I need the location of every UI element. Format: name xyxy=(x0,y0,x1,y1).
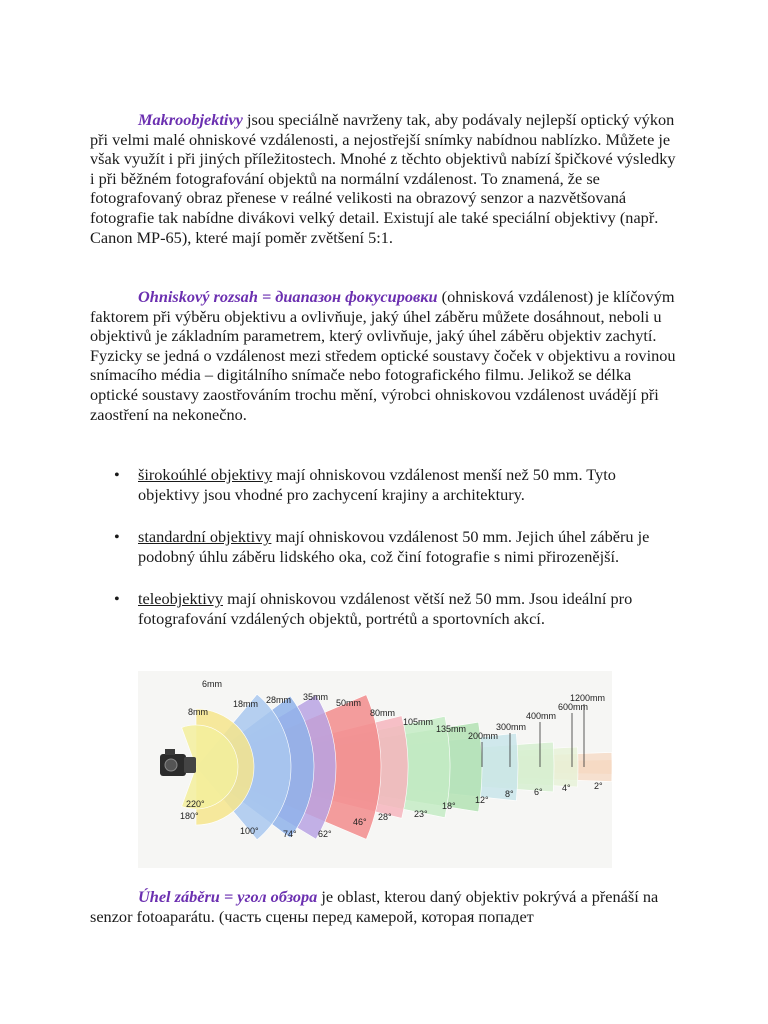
focal-length-label: 400mm xyxy=(526,711,557,721)
angle-of-view-label: 28° xyxy=(378,812,392,822)
angle-of-view-label: 74° xyxy=(283,829,297,839)
angle-of-view-label: 46° xyxy=(353,817,367,827)
focal-length-fan-chart xyxy=(138,671,612,868)
list-text: mají ohniskovou vzdálenost menší než 50 mm. Tyto objektivy jsou vhodné pro zachycení krajiny a architektury. xyxy=(138,465,616,504)
focal-length-label: 6mm xyxy=(202,679,222,689)
paragraph-text: (ohnisková vzdálenost) je klíčovým faktorem při výběru objektivu a ovlivňuje, jaký úhel záběru můžete dosáhnout, neboli u objektivů je základním parametrem, který ovlivňuje, jaký úhel záběru objektiv zachytí. Fyzicky se jedná o vzdálenost mezi středem optické soustavy čoček v objektivu a rovinou snímacího média – digitálního snímače nebo fotografického filmu. Jelikož se délka optické soustavy zaostřováním trochu mění, výrobci ohniskovou vzdálenost uvádějí při zaostření na nekonečno. xyxy=(90,287,676,424)
focal-length-label: 8mm xyxy=(188,707,208,717)
angle-of-view-label: 62° xyxy=(318,829,332,839)
angle-of-view-label: 18° xyxy=(442,801,456,811)
focal-length-label: 600mm xyxy=(558,702,589,712)
list-text: mají ohniskovou vzdálenost 50 mm. Jejich úhel záběru je podobný úhlu záběru lidského oka, což činí fotografie s nimi přirozenější. xyxy=(138,527,650,566)
lens-type-list xyxy=(90,465,650,652)
list-item-telephoto xyxy=(90,589,650,628)
list-text: mají ohniskovou vzdálenost větší než 50 mm. Jsou ideální pro fotografování vzdálených objektů, portrétů a sportovních akcí. xyxy=(138,589,633,628)
focal-length-label: 80mm xyxy=(370,708,396,718)
list-item-standard xyxy=(90,527,650,566)
camera-icon xyxy=(160,749,196,776)
list-term: teleobjektivy xyxy=(138,589,223,609)
term-macro-lenses: Makroobjektivy xyxy=(138,110,243,129)
list-term: standardní objektivy xyxy=(138,527,272,547)
focal-length-label: 200mm xyxy=(468,731,499,741)
angle-of-view-label: 12° xyxy=(475,795,489,805)
paragraph-focal-range xyxy=(90,287,680,424)
focal-length-label: 50mm xyxy=(336,698,362,708)
focal-length-label: 1200mm xyxy=(570,693,606,703)
focal-length-label: 35mm xyxy=(303,692,329,702)
focal-length-label: 105mm xyxy=(403,717,434,727)
angle-of-view-label: 23° xyxy=(414,809,428,819)
paragraph-angle-of-view xyxy=(90,887,690,926)
list-term: širokoúhlé objektivy xyxy=(138,465,273,484)
angle-of-view-label: 8° xyxy=(505,789,514,799)
paragraph-macro-lenses xyxy=(90,110,680,247)
focal-length-label: 28mm xyxy=(266,695,292,705)
paragraph-text: je oblast, kterou daný objektiv pokrývá a přenáší na senzor fotoaparátu. (часть сцены перед камерой, которая попадет xyxy=(90,887,659,926)
angle-of-view-label: 100° xyxy=(240,826,259,836)
focal-length-diagram xyxy=(138,671,612,868)
bullet-icon: • xyxy=(114,527,120,547)
angle-of-view-label: 6° xyxy=(534,787,543,797)
list-item-wide-angle xyxy=(90,465,650,504)
bullet-icon: • xyxy=(114,589,120,609)
term-focal-range: Ohniskový rozsah = диапазон фокусировки xyxy=(138,287,438,306)
focal-length-label: 18mm xyxy=(233,699,259,709)
focal-length-label: 300mm xyxy=(496,722,527,732)
focal-length-label: 135mm xyxy=(436,724,467,734)
angle-of-view-label: 2° xyxy=(594,781,603,791)
paragraph-text: jsou speciálně navrženy tak, aby podávaly nejlepší optický výkon při velmi malé ohniskové vzdálenosti, a nejostřejší snímky nabídnou nablízko. Můžete je však využít i při jiných příležitostech. Mnohé z těchto objektivů nabízí špičkové výsledky i při běžném fotografování objektů na normální vzdálenost. To znamená, že se fotografovaný obraz přenese v reálné velikosti na obrazový senzor a nazvětšovaná fotografie tak nabídne divákovi velký detail. Existují ale také speciální objektivy (např. Canon MP-65), které mají poměr zvětšení 5:1. xyxy=(90,110,676,247)
bullet-icon: • xyxy=(114,465,120,484)
term-angle-of-view: Úhel záběru = угол обзора xyxy=(138,887,318,906)
angle-of-view-label: 180° xyxy=(180,811,199,821)
angle-of-view-label: 4° xyxy=(562,783,571,793)
angle-of-view-label: 220° xyxy=(186,799,205,809)
